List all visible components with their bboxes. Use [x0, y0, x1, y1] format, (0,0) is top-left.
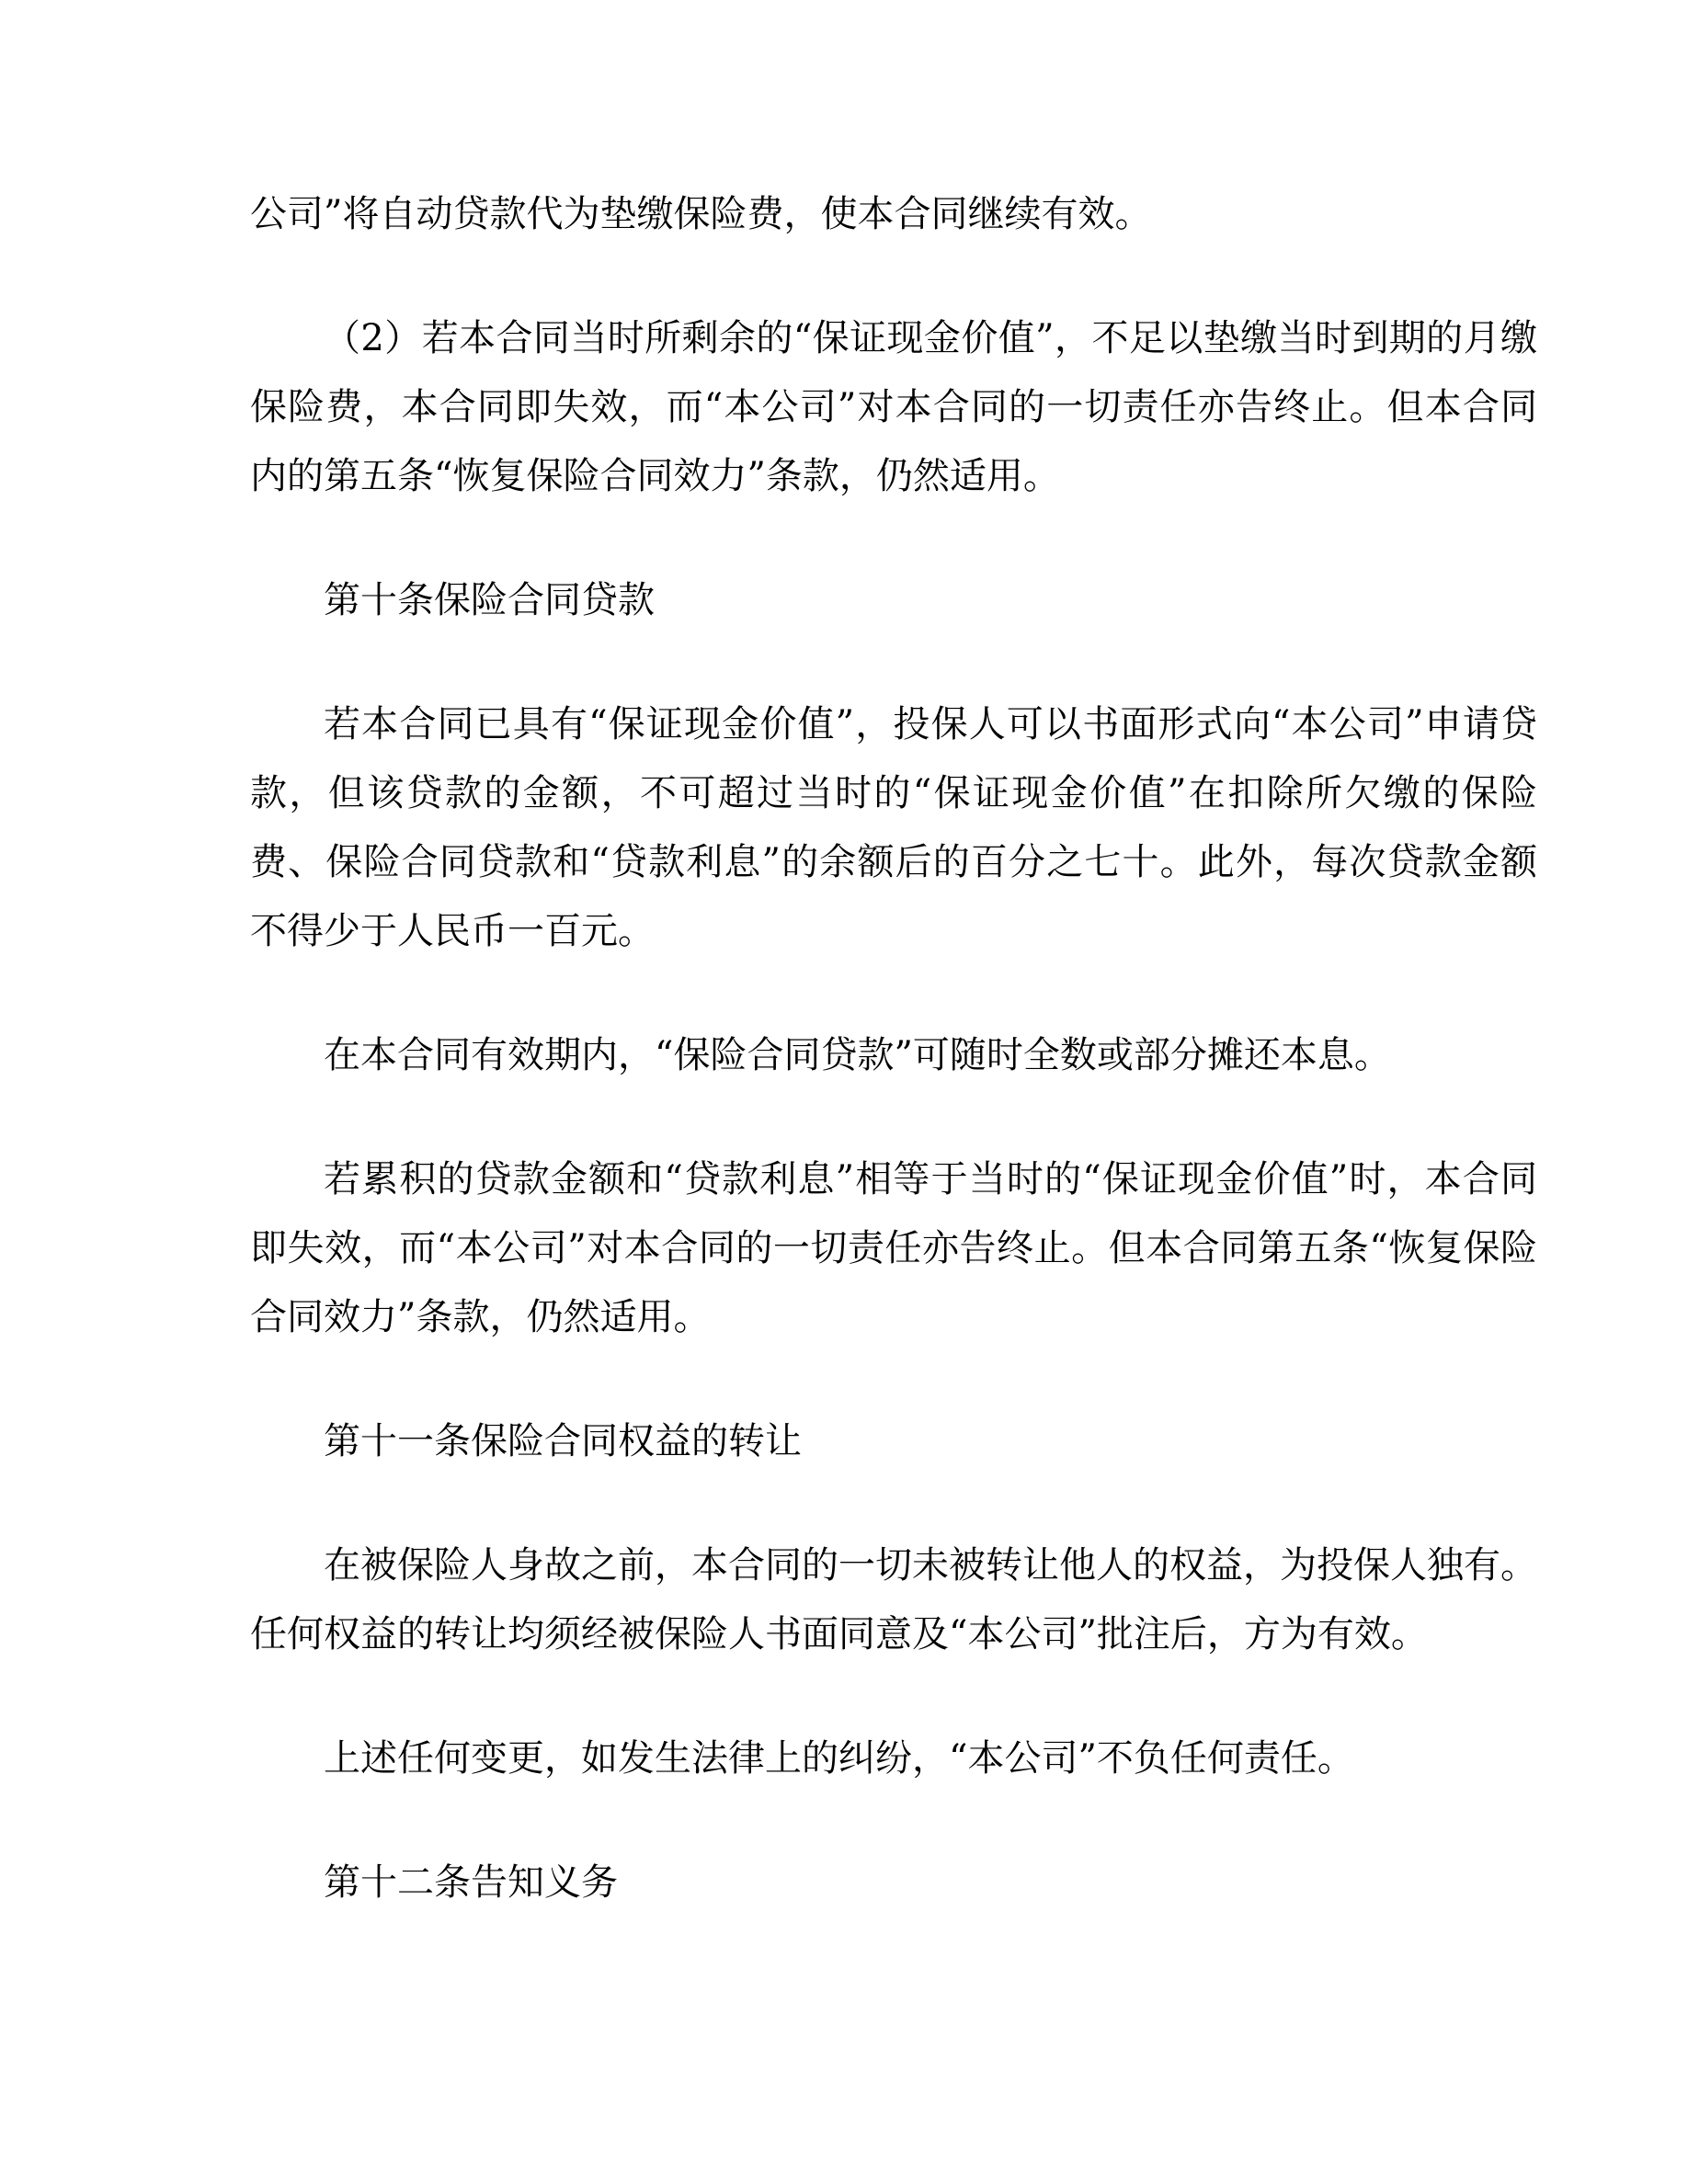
document-paragraph: 若累积的贷款金额和“贷款利息”相等于当时的“保证现金价值”时，本合同即失效，而“本公司”对本合同的一切责任亦告终止。但本合同第五条“恢复保险合同效力”条款，仍然适用。 [250, 1158, 1537, 1338]
document-paragraph: 上述任何变更，如发生法律上的纠纷，“本公司”不负任何责任。 [324, 1737, 1354, 1780]
clause-heading: 第十一条保险合同权益的转让 [324, 1420, 802, 1462]
document-paragraph: （2）若本合同当时所剩余的“保证现金价值”，不足以垫缴当时到期的月缴保险费，本合同即失效，而“本公司”对本合同的一切责任亦告终止。但本合同内的第五条“恢复保险合同效力”条款，仍然适用。 [250, 317, 1537, 497]
clause-heading: 第十二条告知义务 [324, 1861, 618, 1904]
document-paragraph: 若本合同已具有“保证现金价值”，投保人可以书面形式向“本公司”申请贷款，但该贷款的金额，不可超过当时的“保证现金价值”在扣除所欠缴的保险费、保险合同贷款和“贷款利息”的余额后的百分之七十。此外，每次贷款金额不得少于人民币一百元。 [250, 703, 1537, 952]
document-content [250, 180, 1537, 1917]
document-paragraph: 在被保险人身故之前，本合同的一切未被转让他人的权益，为投保人独有。任何权益的转让均须经被保险人书面同意及“本公司”批注后，方为有效。 [250, 1544, 1537, 1655]
clause-heading: 第十条保险合同贷款 [324, 579, 655, 621]
document-paragraph: 在本合同有效期内，“保险合同贷款”可随时全数或部分摊还本息。 [324, 1034, 1391, 1076]
document-paragraph: 公司”将自动贷款代为垫缴保险费，使本合同继续有效。 [250, 193, 1152, 235]
